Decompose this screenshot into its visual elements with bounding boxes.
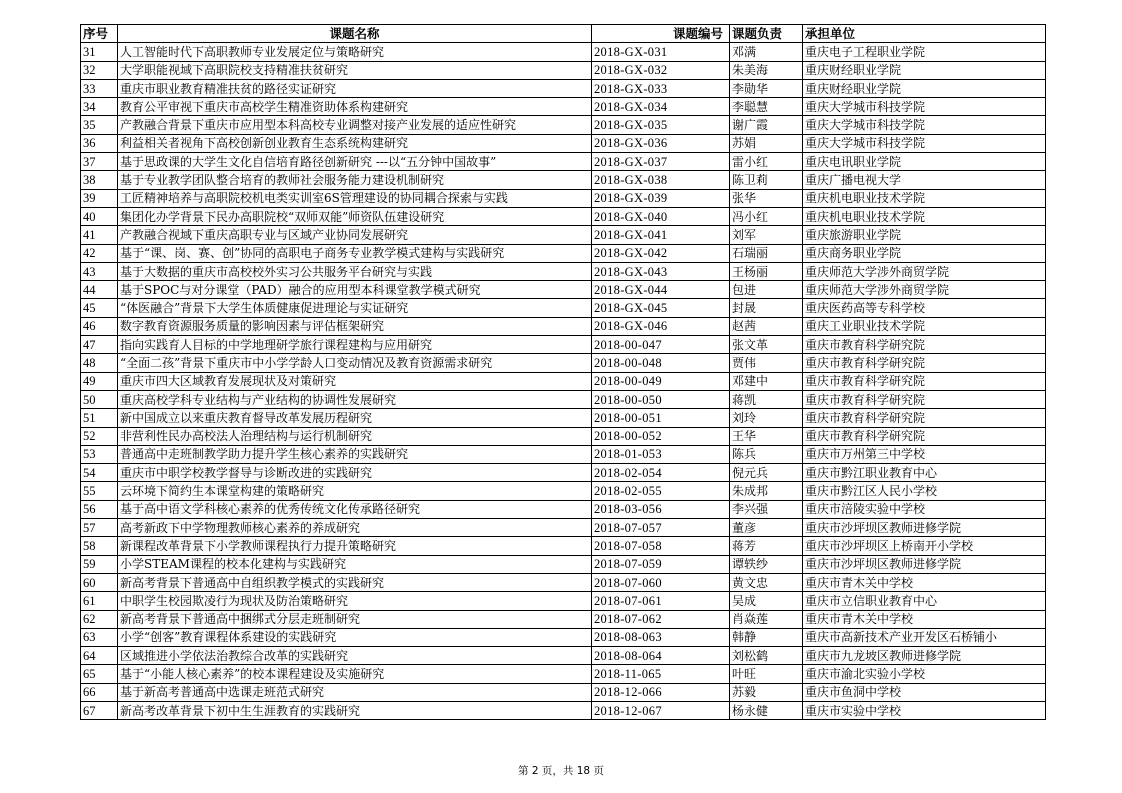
project-lead: 雷小红 <box>730 153 803 171</box>
project-lead: 董彦 <box>730 519 803 537</box>
table-row <box>81 573 1046 591</box>
project-unit: 重庆机电职业技术学院 <box>803 207 1046 225</box>
project-unit: 重庆市青木关中学校 <box>803 610 1046 628</box>
project-title: 人工智能时代下高职教师专业发展定位与策略研究 <box>118 43 592 61</box>
project-title: 基于思政课的大学生文化自信培育路径创新研究 ---以“五分钟中国故事” <box>118 153 592 171</box>
project-unit: 重庆商务职业学院 <box>803 244 1046 262</box>
table-row <box>81 244 1046 262</box>
project-code: 2018-GX-046 <box>592 317 730 335</box>
row-num: 31 <box>81 43 118 61</box>
project-title: 大学职能视域下高职院校支持精准扶贫研究 <box>118 61 592 79</box>
project-code: 2018-01-053 <box>592 445 730 463</box>
project-title: 基于专业教学团队整合培育的教师社会服务能力建设机制研究 <box>118 171 592 189</box>
row-num: 48 <box>81 354 118 372</box>
project-lead: 刘玲 <box>730 409 803 427</box>
project-code: 2018-07-062 <box>592 610 730 628</box>
project-title: 产教融合背景下重庆市应用型本科高校专业调整对接产业发展的适应性研究 <box>118 116 592 134</box>
project-code: 2018-07-058 <box>592 537 730 555</box>
header-code: 课题编号 <box>592 25 730 43</box>
project-code: 2018-GX-031 <box>592 43 730 61</box>
table-row <box>81 482 1046 500</box>
project-unit: 重庆市教育科学研究院 <box>803 390 1046 408</box>
table-row <box>81 116 1046 134</box>
row-num: 53 <box>81 445 118 463</box>
project-lead: 张文革 <box>730 336 803 354</box>
project-lead: 赵茜 <box>730 317 803 335</box>
table-row <box>81 701 1046 719</box>
header-title: 课题名称 <box>118 25 592 43</box>
project-title: 产教融合视域下重庆高职专业与区域产业协同发展研究 <box>118 226 592 244</box>
row-num: 62 <box>81 610 118 628</box>
project-lead: 李聪慧 <box>730 98 803 116</box>
project-unit: 重庆财经职业学院 <box>803 61 1046 79</box>
project-unit: 重庆市教育科学研究院 <box>803 427 1046 445</box>
project-lead: 李兴强 <box>730 500 803 518</box>
table-row <box>81 299 1046 317</box>
project-title: 基于“课、岗、赛、创”协同的高职电子商务专业教学模式建构与实践研究 <box>118 244 592 262</box>
page-footer: 第 2 页，共 18 页 <box>518 765 604 777</box>
project-unit: 重庆市万州第三中学校 <box>803 445 1046 463</box>
project-code: 2018-GX-043 <box>592 262 730 280</box>
table-row <box>81 207 1046 225</box>
table-row <box>81 464 1046 482</box>
table-row <box>81 665 1046 683</box>
project-lead: 韩静 <box>730 628 803 646</box>
project-code: 2018-02-054 <box>592 464 730 482</box>
project-title: 重庆高校学科专业结构与产业结构的协调性发展研究 <box>118 390 592 408</box>
project-unit: 重庆大学城市科技学院 <box>803 98 1046 116</box>
project-unit: 重庆财经职业学院 <box>803 79 1046 97</box>
project-lead: 黄文忠 <box>730 573 803 591</box>
row-num: 39 <box>81 189 118 207</box>
project-lead: 蒋芳 <box>730 537 803 555</box>
row-num: 58 <box>81 537 118 555</box>
project-title: 小学STEAM课程的校本化建构与实践研究 <box>118 555 592 573</box>
project-code: 2018-08-063 <box>592 628 730 646</box>
project-code: 2018-00-050 <box>592 390 730 408</box>
table-row <box>81 354 1046 372</box>
project-lead: 吴成 <box>730 592 803 610</box>
row-num: 35 <box>81 116 118 134</box>
row-num: 36 <box>81 134 118 152</box>
project-title: 重庆市职业教育精准扶贫的路径实证研究 <box>118 79 592 97</box>
project-code: 2018-02-055 <box>592 482 730 500</box>
row-num: 66 <box>81 683 118 701</box>
header-lead: 课题负责 <box>730 25 803 43</box>
project-unit: 重庆市渝北实验小学校 <box>803 665 1046 683</box>
project-title: 重庆市中职学校教学督导与诊断改进的实践研究 <box>118 464 592 482</box>
project-lead: 肖焱莲 <box>730 610 803 628</box>
project-title: 高考新政下中学物理教师核心素养的养成研究 <box>118 519 592 537</box>
table-row <box>81 281 1046 299</box>
row-num: 59 <box>81 555 118 573</box>
table-row <box>81 98 1046 116</box>
project-title: 小学“创客”教育课程体系建设的实践研究 <box>118 628 592 646</box>
project-code: 2018-12-066 <box>592 683 730 701</box>
project-title: 基于新高考普通高中选课走班范式研究 <box>118 683 592 701</box>
row-num: 45 <box>81 299 118 317</box>
row-num: 50 <box>81 390 118 408</box>
project-code: 2018-07-059 <box>592 555 730 573</box>
project-code: 2018-GX-036 <box>592 134 730 152</box>
table-row <box>81 628 1046 646</box>
table-row <box>81 317 1046 335</box>
row-num: 37 <box>81 153 118 171</box>
project-unit: 重庆师范大学涉外商贸学院 <box>803 262 1046 280</box>
project-code: 2018-GX-039 <box>592 189 730 207</box>
project-lead: 叶旺 <box>730 665 803 683</box>
project-title: 教育公平审视下重庆市高校学生精准资助体系构建研究 <box>118 98 592 116</box>
row-num: 43 <box>81 262 118 280</box>
project-title: 重庆市四大区域教育发展现状及对策研究 <box>118 372 592 390</box>
project-lead: 谭轶纱 <box>730 555 803 573</box>
project-table <box>80 24 1046 720</box>
project-lead: 谢广霞 <box>730 116 803 134</box>
project-code: 2018-00-047 <box>592 336 730 354</box>
project-code: 2018-GX-040 <box>592 207 730 225</box>
project-lead: 朱美海 <box>730 61 803 79</box>
project-title: 基于“小能人核心素养”的校本课程建设及实施研究 <box>118 665 592 683</box>
project-title: 工匠精神培养与高职院校机电类实训室6S管理建设的协同耦合探索与实践 <box>118 189 592 207</box>
project-unit: 重庆机电职业技术学院 <box>803 189 1046 207</box>
project-title: “全面二孩”背景下重庆市中小学学龄人口变动情况及教育资源需求研究 <box>118 354 592 372</box>
project-unit: 重庆市教育科学研究院 <box>803 336 1046 354</box>
row-num: 46 <box>81 317 118 335</box>
project-code: 2018-GX-033 <box>592 79 730 97</box>
table-row <box>81 647 1046 665</box>
row-num: 67 <box>81 701 118 719</box>
project-title: 基于高中语文学科核心素养的优秀传统文化传承路径研究 <box>118 500 592 518</box>
table-row <box>81 390 1046 408</box>
header-unit: 承担单位 <box>803 25 1046 43</box>
table-row <box>81 79 1046 97</box>
row-num: 61 <box>81 592 118 610</box>
project-unit: 重庆市沙坪坝区教师进修学院 <box>803 555 1046 573</box>
project-code: 2018-03-056 <box>592 500 730 518</box>
project-unit: 重庆市教育科学研究院 <box>803 354 1046 372</box>
project-lead: 贾伟 <box>730 354 803 372</box>
table-row <box>81 427 1046 445</box>
project-code: 2018-GX-037 <box>592 153 730 171</box>
project-title: 新高考背景下普通高中自组织教学模式的实践研究 <box>118 573 592 591</box>
row-num: 52 <box>81 427 118 445</box>
row-num: 34 <box>81 98 118 116</box>
project-title: 区域推进小学依法治教综合改革的实践研究 <box>118 647 592 665</box>
row-num: 65 <box>81 665 118 683</box>
project-unit: 重庆市涪陵实验中学校 <box>803 500 1046 518</box>
project-lead: 苏娟 <box>730 134 803 152</box>
project-lead: 倪元兵 <box>730 464 803 482</box>
project-unit: 重庆市九龙坡区教师进修学院 <box>803 647 1046 665</box>
row-num: 32 <box>81 61 118 79</box>
row-num: 33 <box>81 79 118 97</box>
row-num: 49 <box>81 372 118 390</box>
table-row <box>81 226 1046 244</box>
project-title: 新中国成立以来重庆教育督导改革发展历程研究 <box>118 409 592 427</box>
table-row <box>81 262 1046 280</box>
project-unit: 重庆市黔江职业教育中心 <box>803 464 1046 482</box>
project-lead: 邓建中 <box>730 372 803 390</box>
row-num: 60 <box>81 573 118 591</box>
project-unit: 重庆旅游职业学院 <box>803 226 1046 244</box>
row-num: 38 <box>81 171 118 189</box>
project-unit: 重庆市实验中学校 <box>803 701 1046 719</box>
project-title: “体医融合”背景下大学生体质健康促进理论与实证研究 <box>118 299 592 317</box>
project-title: 新课程改革背景下小学教师课程执行力提升策略研究 <box>118 537 592 555</box>
project-title: 非营利性民办高校法人治理结构与运行机制研究 <box>118 427 592 445</box>
project-lead: 陈兵 <box>730 445 803 463</box>
project-code: 2018-00-048 <box>592 354 730 372</box>
project-unit: 重庆师范大学涉外商贸学院 <box>803 281 1046 299</box>
project-code: 2018-08-064 <box>592 647 730 665</box>
project-unit: 重庆大学城市科技学院 <box>803 116 1046 134</box>
project-lead: 冯小红 <box>730 207 803 225</box>
project-lead: 蒋凯 <box>730 390 803 408</box>
project-title: 基于SPOC与对分课堂（PAD）融合的应用型本科课堂教学模式研究 <box>118 281 592 299</box>
project-code: 2018-00-049 <box>592 372 730 390</box>
row-num: 40 <box>81 207 118 225</box>
project-lead: 苏毅 <box>730 683 803 701</box>
project-lead: 石瑞丽 <box>730 244 803 262</box>
project-unit: 重庆大学城市科技学院 <box>803 134 1046 152</box>
project-code: 2018-GX-034 <box>592 98 730 116</box>
table-row <box>81 61 1046 79</box>
table-row <box>81 537 1046 555</box>
project-code: 2018-00-052 <box>592 427 730 445</box>
project-lead: 王华 <box>730 427 803 445</box>
project-code: 2018-00-051 <box>592 409 730 427</box>
project-unit: 重庆市青木关中学校 <box>803 573 1046 591</box>
table-row <box>81 171 1046 189</box>
project-unit: 重庆市鱼洞中学校 <box>803 683 1046 701</box>
project-code: 2018-GX-044 <box>592 281 730 299</box>
project-lead: 邓满 <box>730 43 803 61</box>
table-row <box>81 336 1046 354</box>
project-unit: 重庆电子工程职业学院 <box>803 43 1046 61</box>
table-row <box>81 519 1046 537</box>
project-title: 中职学生校园欺凌行为现状及防治策略研究 <box>118 592 592 610</box>
project-title: 数字教育资源服务质量的影响因素与评估框架研究 <box>118 317 592 335</box>
project-lead: 朱成邦 <box>730 482 803 500</box>
project-unit: 重庆市沙坪坝区上桥南开小学校 <box>803 537 1046 555</box>
project-title: 集团化办学背景下民办高职院校“双师双能”师资队伍建设研究 <box>118 207 592 225</box>
project-lead: 杨永健 <box>730 701 803 719</box>
project-unit: 重庆广播电视大学 <box>803 171 1046 189</box>
table-row <box>81 500 1046 518</box>
project-lead: 刘松鹤 <box>730 647 803 665</box>
project-title: 新高考背景下普通高中捆绑式分层走班制研究 <box>118 610 592 628</box>
project-lead: 王杨丽 <box>730 262 803 280</box>
project-code: 2018-12-067 <box>592 701 730 719</box>
table-row <box>81 189 1046 207</box>
table-row <box>81 555 1046 573</box>
row-num: 41 <box>81 226 118 244</box>
project-code: 2018-GX-032 <box>592 61 730 79</box>
project-lead: 封晟 <box>730 299 803 317</box>
table-row <box>81 610 1046 628</box>
project-unit: 重庆市立信职业教育中心 <box>803 592 1046 610</box>
row-num: 44 <box>81 281 118 299</box>
project-code: 2018-GX-035 <box>592 116 730 134</box>
project-unit: 重庆工业职业技术学院 <box>803 317 1046 335</box>
project-lead: 刘军 <box>730 226 803 244</box>
row-num: 63 <box>81 628 118 646</box>
project-title: 云环境下简约生本课堂构建的策略研究 <box>118 482 592 500</box>
project-code: 2018-07-057 <box>592 519 730 537</box>
project-code: 2018-GX-038 <box>592 171 730 189</box>
row-num: 47 <box>81 336 118 354</box>
table-row <box>81 134 1046 152</box>
row-num: 51 <box>81 409 118 427</box>
project-unit: 重庆市沙坪坝区教师进修学院 <box>803 519 1046 537</box>
row-num: 64 <box>81 647 118 665</box>
header-num: 序号 <box>81 25 118 43</box>
project-title: 指向实践育人目标的中学地理研学旅行课程建构与应用研究 <box>118 336 592 354</box>
project-code: 2018-GX-041 <box>592 226 730 244</box>
project-lead: 陈卫莉 <box>730 171 803 189</box>
project-title: 利益相关者视角下高校创新创业教育生态系统构建研究 <box>118 134 592 152</box>
project-title: 基于大数据的重庆市高校校外实习公共服务平台研究与实践 <box>118 262 592 280</box>
project-title: 普通高中走班制教学助力提升学生核心素养的实践研究 <box>118 445 592 463</box>
table-row <box>81 445 1046 463</box>
project-unit: 重庆电讯职业学院 <box>803 153 1046 171</box>
project-unit: 重庆市黔江区人民小学校 <box>803 482 1046 500</box>
project-code: 2018-GX-042 <box>592 244 730 262</box>
row-num: 55 <box>81 482 118 500</box>
row-num: 42 <box>81 244 118 262</box>
project-title: 新高考改革背景下初中生生涯教育的实践研究 <box>118 701 592 719</box>
row-num: 56 <box>81 500 118 518</box>
project-unit: 重庆市教育科学研究院 <box>803 372 1046 390</box>
project-unit: 重庆市高新技术产业开发区石桥铺小 <box>803 628 1046 646</box>
project-lead: 包进 <box>730 281 803 299</box>
project-lead: 李勋华 <box>730 79 803 97</box>
row-num: 57 <box>81 519 118 537</box>
project-code: 2018-GX-045 <box>592 299 730 317</box>
table-row <box>81 683 1046 701</box>
row-num: 54 <box>81 464 118 482</box>
table-row <box>81 372 1046 390</box>
table-row <box>81 592 1046 610</box>
project-unit: 重庆医药高等专科学校 <box>803 299 1046 317</box>
project-lead: 张华 <box>730 189 803 207</box>
project-code: 2018-07-060 <box>592 573 730 591</box>
project-code: 2018-11-065 <box>592 665 730 683</box>
table-row <box>81 153 1046 171</box>
header-row <box>81 25 1046 43</box>
table-row <box>81 43 1046 61</box>
table-row <box>81 409 1046 427</box>
project-unit: 重庆市教育科学研究院 <box>803 409 1046 427</box>
project-code: 2018-07-061 <box>592 592 730 610</box>
